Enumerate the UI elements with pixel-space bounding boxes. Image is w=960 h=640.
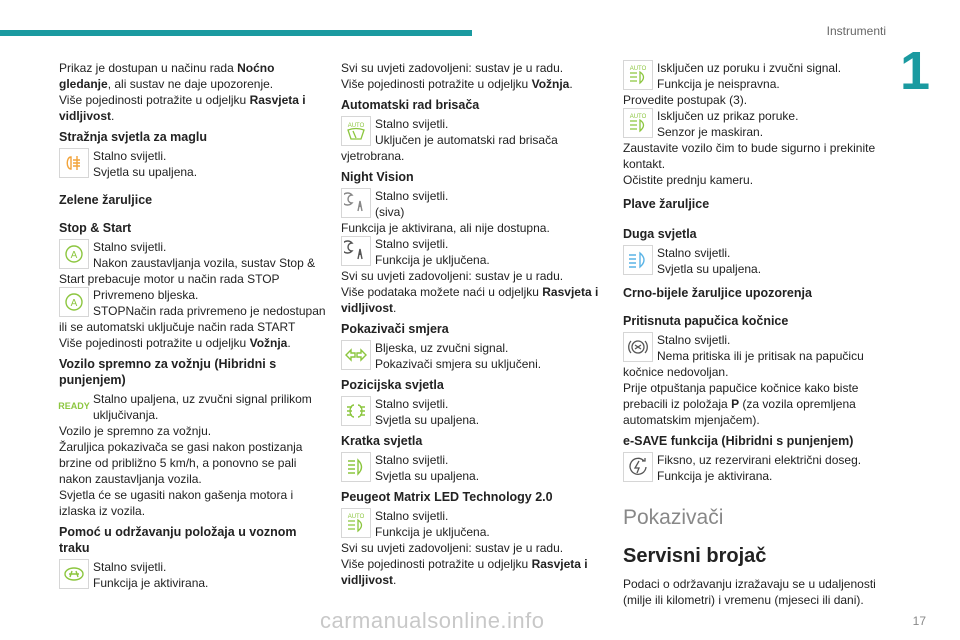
indicators-heading: Pokazivači: [623, 506, 724, 529]
auto-headlight-masked-icon: [623, 108, 653, 138]
rear-fog-icon: [59, 148, 89, 178]
section-title-brake-pedal: Pritisnuta papučica kočnice: [623, 314, 789, 328]
brake-pedal-icon: [623, 332, 653, 362]
section-title-position-lights: Pozicijska svjetla: [341, 378, 444, 392]
ready-icon: READY: [59, 391, 89, 421]
section-title-night-vision: Night Vision: [341, 170, 414, 184]
matrix-led-icon: [341, 508, 371, 538]
high-beam-icon: [623, 245, 653, 275]
svg-text:AUTO: AUTO: [347, 514, 365, 520]
section-title-low-beam: Kratka svjetla: [341, 434, 423, 448]
section-title-stop-start: Stop & Start: [59, 221, 132, 235]
service-indicator-heading: Servisni brojač: [623, 545, 767, 567]
page-number: 17: [912, 614, 926, 628]
section-title-blue-lights: Plave žaruljice: [623, 197, 710, 211]
service-indicator-text: Podaci o održavanju izražavaju se u udaljenosti (milje ili kilometri) i vremenu (mjeseci ili dani).: [623, 577, 876, 607]
svg-text:AUTO: AUTO: [629, 66, 647, 72]
section-title-esave: e-SAVE funkcija (Hibridni s punjenjem): [623, 434, 854, 448]
night-vision-gray-icon: [341, 188, 371, 218]
watermark: carmanualsonline.info: [320, 608, 545, 633]
esave-icon: [623, 452, 653, 482]
section-name: Instrumenti: [826, 24, 886, 38]
section-title-green-lights: Zelene žaruljice: [59, 193, 153, 207]
section-title-high-beam: Duga svjetla: [623, 227, 697, 241]
night-vision-icon: [341, 236, 371, 266]
auto-headlight-fault-icon: [623, 60, 653, 90]
column-3: AUTO Isključen uz poruku i zvučni signal. Funkcija je neispravna. Provedite postupak (3). AUTO Isključen uz prikaz poruke. Senzor je maskiran. Zaustavite vozilo čim to bude sigurno i prekinite kontakt. Očistite prednju kameru. Plave žaruljice Duga svjetla Stalno svijetli. Svjetla su upaljena. Crno-bijele žaruljice upozorenja Pritisnuta papučica kočnice Stalno svijetli. Nema pritiska ili je pritisak na papučicu kočnice nedovoljan. Prije otpuštanja papučice kočnice kako biste prebacili iz položaja P (za vozila opremljena automatskim mjenjačem). e-SAVE funkcija (Hibridni s punjenjem) Fiksno, uz rezervirani električni doseg. Funkcija je aktivirana. Pokazivači Servisni brojač Podaci o održavanju izražavaju se u udaljenosti (milje ili kilometri) i vremenu (mjeseci ili dani).: [623, 60, 885, 608]
column-1: Prikaz je dostupan u načinu rada Noćno gledanje, ali sustav ne daje upozorenje. Više pojedinosti potražite u odjeljku Rasvjeta i vidljivost. Stražnja svjetla za maglu Stalno svijetli. Svjetla su upaljena. Zelene žaruljice Stop & Start A Stalno svijetli. Nakon zaustavljanja vozila, sustav Stop & Start prebacuje motor u način rada STOP A Privremeno bljeska. STOPNačin rada privremeno je nedostupan ili se automatski uključuje način rada START Više pojedinosti potražite u odjeljku Vožnja. Vozilo spremno za vožnju (Hibridni s punjenjem) READY Stalno upaljena, uz zvučni signal prilikom uključivanja. Vozilo je spremno za vožnju. Žaruljica pokazivača se gasi nakon postizanja brzine od približno 5 km/h, a ponovno se pali nakon zaustavljanja vozila. Svjetla će se ugasiti nakon gašenja motora i izlaska iz vozila. Pomoć u održavanju položaja u voznom traku Stalno svijetli. Funkcija je aktivirana.: [58, 61, 326, 590]
section-title-bw-warnings: Crno-bijele žaruljice upozorenja: [623, 286, 812, 300]
chapter-number: 1: [899, 41, 930, 101]
section-title-matrix-led: Peugeot Matrix LED Technology 2.0: [341, 490, 553, 504]
intro-text: Prikaz je dostupan u načinu rada Noćno gledanje, ali sustav ne daje upozorenje. Više pojedinosti potražite u odjeljku Rasvjeta i vidljivost.: [59, 61, 306, 123]
top-accent-bar: [0, 30, 472, 36]
lane-keeping-icon: [59, 559, 89, 589]
turn-signal-icon: [341, 340, 371, 370]
low-beam-icon: [341, 452, 371, 482]
column-2: Svi su uvjeti zadovoljeni: sustav je u radu. Više pojedinosti potražite u odjeljku Vožnja. Automatski rad brisača AUTO Stalno svijetli. Uključen je automatski rad brisača vjetrobrana. Night Vision Stalno svijetli. (siva) Funkcija je aktivirana, ali nije dostupna. Stalno svijetli. Funkcija je uključena. Svi su uvjeti zadovoljeni: sustav je u radu. Više podataka možete naći u odjeljku Rasvjeta i vidljivost. Pokazivači smjera Bljeska, uz zvučni signal. Pokazivači smjera su uključeni. Pozicijska svjetla Stalno svijetli. Svjetla su upaljena. Kratka svjetla Stalno svijetli. Svjetla su upaljena. Peugeot Matrix LED Technology 2.0 AUTO Stalno svijetli. Funkcija je uključena. Svi su uvjeti zadovoljeni: sustav je u radu. Više pojedinosti potražite u odjeljku Rasvjeta i vidljivost.: [341, 60, 603, 588]
section-title-rear-fog: Stražnja svjetla za maglu: [59, 130, 207, 144]
auto-wiper-icon: [341, 116, 371, 146]
svg-text:AUTO: AUTO: [629, 114, 647, 120]
svg-text:A: A: [70, 298, 78, 309]
svg-text:AUTO: AUTO: [347, 123, 365, 129]
section-title-indicators: Pokazivači smjera: [341, 322, 449, 336]
position-lights-icon: [341, 396, 371, 426]
svg-text:A: A: [70, 250, 78, 261]
stop-start-flashing-icon: [59, 287, 89, 317]
section-title-ready: Vozilo spremno za vožnju (Hibridni s punjenjem): [59, 357, 277, 387]
stop-start-icon: [59, 239, 89, 269]
section-title-auto-wipers: Automatski rad brisača: [341, 98, 480, 112]
section-title-lane-keeping: Pomoć u održavanju položaja u voznom traku: [59, 525, 297, 555]
